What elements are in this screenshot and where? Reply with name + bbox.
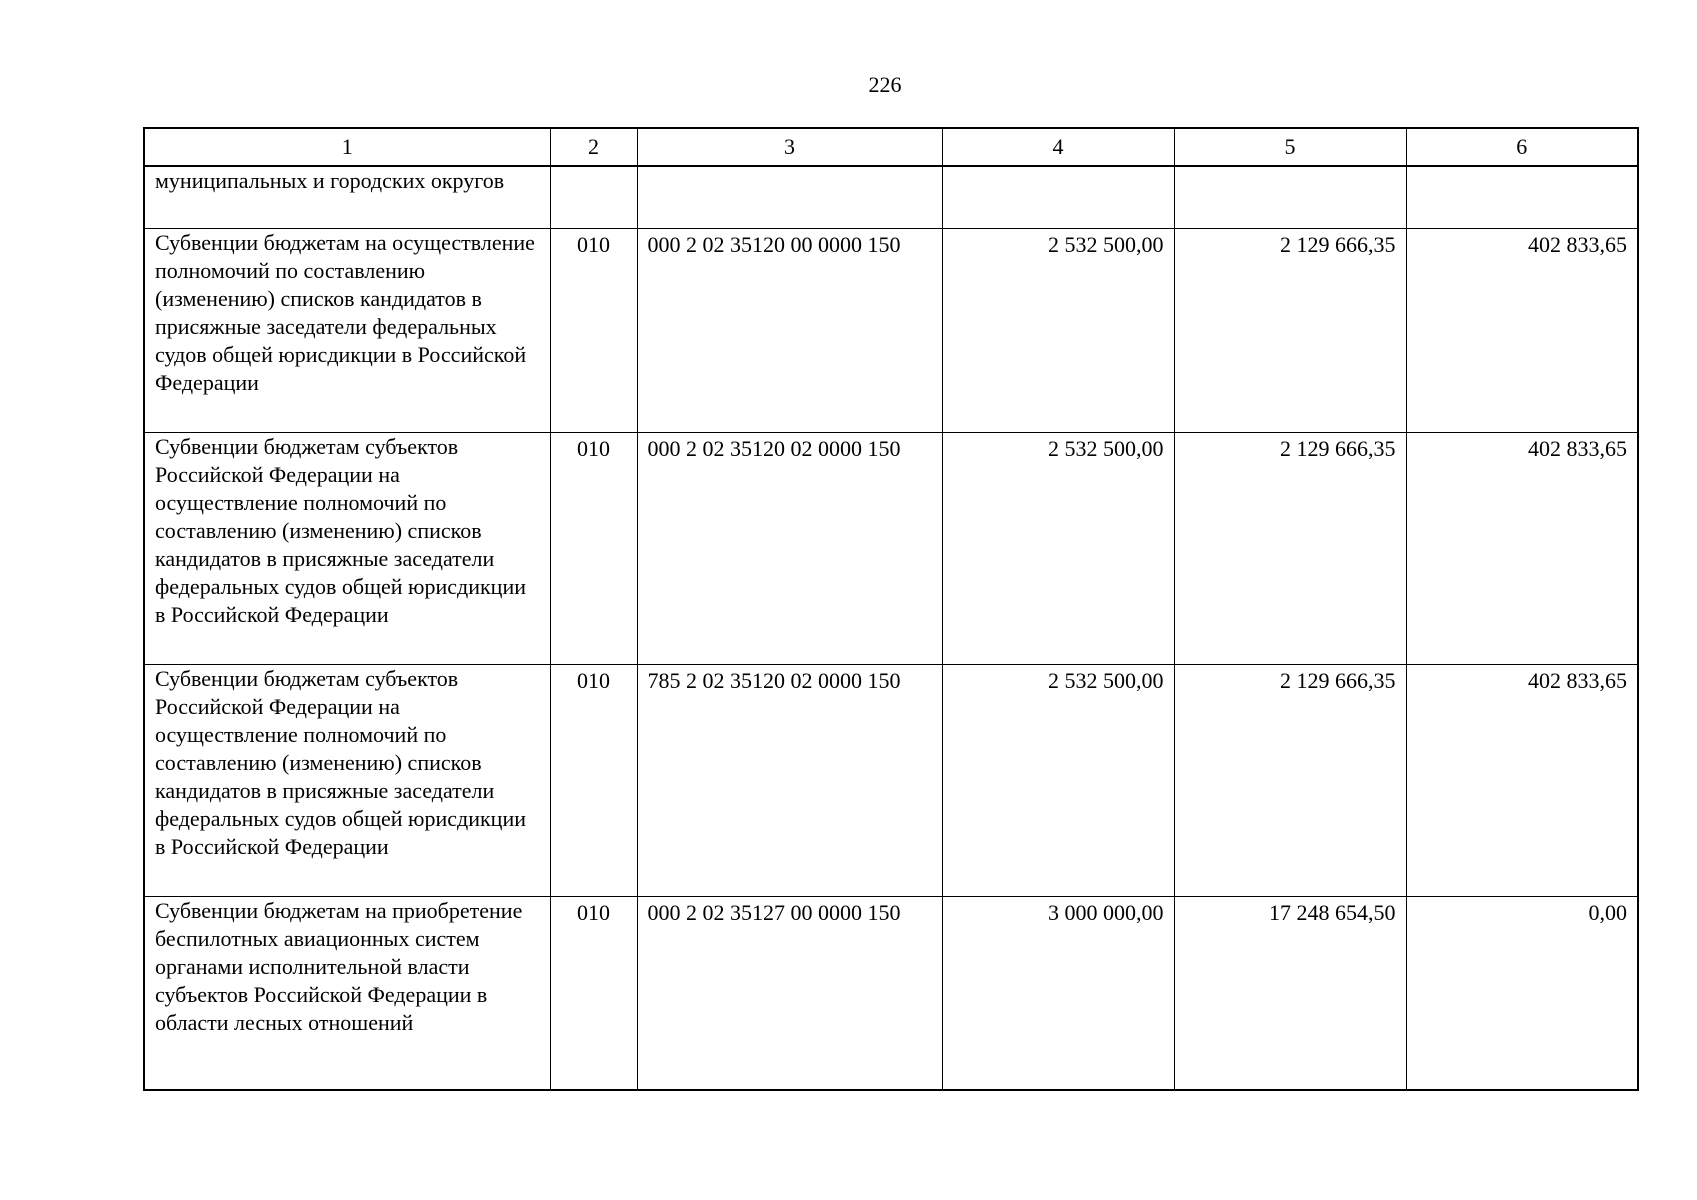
row-kbk-cell: 000 2 02 35120 00 0000 150 [637, 228, 942, 432]
column-header-1: 1 [144, 128, 550, 166]
row-kbk-cell: 000 2 02 35120 02 0000 150 [637, 432, 942, 664]
table-row [144, 432, 1638, 664]
row-code-cell: 010 [550, 432, 637, 664]
row-unexecuted-cell: 402 833,65 [1406, 228, 1638, 432]
row-unexecuted-cell: 402 833,65 [1406, 664, 1638, 896]
column-number-row [144, 128, 1638, 166]
row-executed-cell [1174, 166, 1406, 228]
row-code-cell: 010 [550, 228, 637, 432]
table-row [144, 896, 1638, 1090]
row-unexecuted-cell: 0,00 [1406, 896, 1638, 1090]
row-executed-cell: 2 129 666,35 [1174, 432, 1406, 664]
column-header-6: 6 [1406, 128, 1638, 166]
row-planned-cell: 2 532 500,00 [942, 432, 1174, 664]
row-kbk-cell [637, 166, 942, 228]
row-name-cell: Субвенции бюджетам субъектов Российской Федерации на осуществление полномочий по составлению (изменению) списков кандидатов в присяжные заседатели федеральных судов общей юрисдикции в Российской Федерации [144, 432, 550, 664]
row-kbk-cell: 000 2 02 35127 00 0000 150 [637, 896, 942, 1090]
row-name-cell: Субвенции бюджетам на приобретение беспилотных авиационных систем органами исполнительной власти субъектов Российской Федерации в области лесных отношений [144, 896, 550, 1090]
page-number: 226 [868, 72, 902, 97]
row-planned-cell: 2 532 500,00 [942, 664, 1174, 896]
row-executed-cell: 17 248 654,50 [1174, 896, 1406, 1090]
row-code-cell [550, 166, 637, 228]
column-header-3: 3 [637, 128, 942, 166]
row-name-cell: муниципальных и городских округов [144, 166, 550, 228]
row-unexecuted-cell: 402 833,65 [1406, 432, 1638, 664]
column-header-5: 5 [1174, 128, 1406, 166]
row-name-cell: Субвенции бюджетам на осуществление полномочий по составлению (изменению) списков кандидатов в присяжные заседатели федеральных судов общей юрисдикции в Российской Федерации [144, 228, 550, 432]
budget-execution-table [143, 127, 1639, 1091]
table-row [144, 664, 1638, 896]
row-planned-cell: 2 532 500,00 [942, 228, 1174, 432]
column-header-4: 4 [942, 128, 1174, 166]
row-code-cell: 010 [550, 896, 637, 1090]
row-code-cell: 010 [550, 664, 637, 896]
column-header-2: 2 [550, 128, 637, 166]
row-kbk-cell: 785 2 02 35120 02 0000 150 [637, 664, 942, 896]
row-planned-cell [942, 166, 1174, 228]
row-executed-cell: 2 129 666,35 [1174, 664, 1406, 896]
row-planned-cell: 3 000 000,00 [942, 896, 1174, 1090]
table-row [144, 228, 1638, 432]
table-row [144, 166, 1638, 228]
row-executed-cell: 2 129 666,35 [1174, 228, 1406, 432]
row-name-cell: Субвенции бюджетам субъектов Российской Федерации на осуществление полномочий по составлению (изменению) списков кандидатов в присяжные заседатели федеральных судов общей юрисдикции в Российской Федерации [144, 664, 550, 896]
row-unexecuted-cell [1406, 166, 1638, 228]
